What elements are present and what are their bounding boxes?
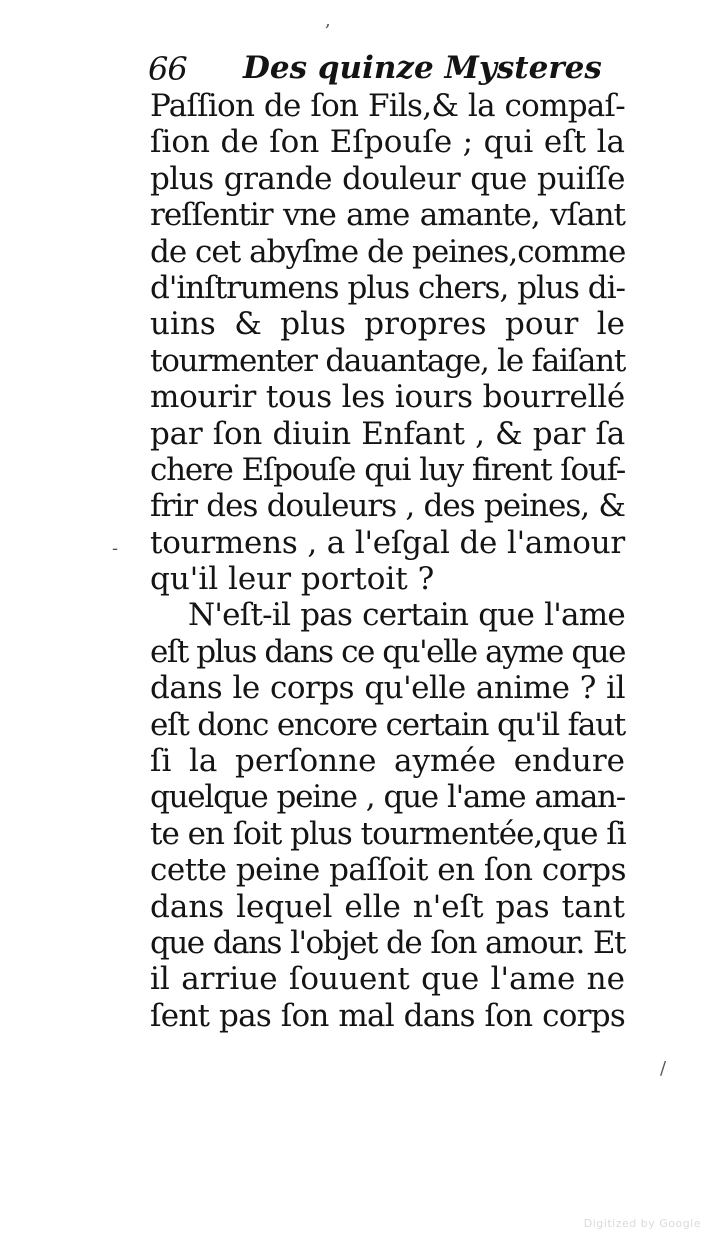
text-line: uins & plus propres pour le (150, 306, 625, 343)
text-line: plus grande douleur que puiſſe (150, 160, 625, 197)
watermark: Digitized by Google (583, 1217, 701, 1230)
text-line: d'inſtrumens plus chers, plus di- (150, 269, 625, 306)
text-line: te en ſoit plus tourmentée,que ſi (150, 815, 626, 852)
text-line: ſent pas ſon mal dans ſon corps (150, 997, 625, 1034)
text-line: frir des douleurs , des peines, & (150, 488, 625, 525)
text-line: dans lequel elle n'eſt pas tant (150, 888, 625, 925)
text-line: qu'il leur portoit ? (150, 561, 435, 598)
text-line: tourmens , a l'eſgal de l'amour (150, 524, 625, 561)
text-line: eſt plus dans ce qu'elle ayme que (150, 633, 625, 670)
running-head (148, 50, 602, 90)
text-line: tourmenter dauantage, le faiſant (150, 342, 626, 379)
text-line: quelque peine , que l'ame aman- (150, 779, 625, 816)
text-line: mourir tous les iours bourrellé (150, 379, 625, 416)
text-line: de cet abyſme de peines,comme (150, 233, 626, 270)
text-line: ſi la perſonne aymée endure (150, 743, 625, 780)
text-line: cette peine paſſoit en ſon corps (150, 852, 626, 889)
text-line: reſſentir vne ame amante, vſant (150, 197, 625, 234)
running-title: Des quinze Mysteres (243, 50, 602, 86)
text-line: que dans l'objet de ſon amour. Et (150, 924, 625, 961)
text-line: par ſon diuin Enfant , & par ſa (150, 415, 625, 452)
page-number: 66 (148, 50, 187, 88)
body-text (150, 88, 625, 1034)
text-line: chere Eſpouſe qui luy firent ſouf- (150, 451, 625, 488)
text-line: N'eſt-il pas certain que l'ame (188, 597, 625, 634)
text-line: dans le corps qu'elle anime ? il (150, 670, 625, 707)
text-line: Paſſion de ſon Fils,& la compaſ- (150, 88, 625, 124)
stray-mark: , (325, 10, 331, 31)
stray-mark: - (112, 538, 119, 559)
text-line: ſion de ſon Eſpouſe ; qui eſt la (150, 124, 625, 161)
text-line: il arriue ſouuent que l'ame ne (150, 961, 625, 998)
text-line: eſt donc encore certain qu'il faut (150, 706, 625, 743)
stray-mark: / (660, 1058, 667, 1079)
